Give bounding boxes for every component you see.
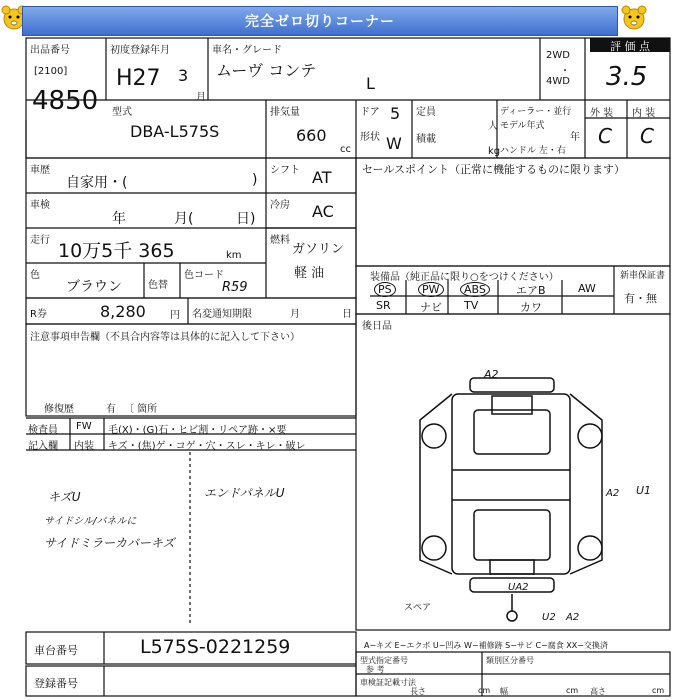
doors-label: ドア <box>360 107 380 118</box>
equip-abs: ABS <box>460 282 490 297</box>
color-code: R59 <box>222 280 248 295</box>
inspector-label: 検査員 <box>28 425 58 436</box>
interior-grade: C <box>640 124 654 148</box>
lot-number: 4850 <box>32 86 99 116</box>
inspection-label: 車検 <box>30 200 50 211</box>
shape-label: 形状 <box>360 132 380 143</box>
equip-tv: TV <box>464 299 479 312</box>
chassis-label: 車台番号 <box>34 644 78 657</box>
capacity-unit: 人 <box>488 121 498 132</box>
mileage: 10万5千 365 <box>58 240 175 262</box>
equipment-label: 装備品（純正品に限り○をつけください） <box>370 272 559 283</box>
recycle-label: R券 <box>30 309 47 320</box>
type-label: 型式指定番号 <box>360 656 408 665</box>
equip-ps: PS <box>374 282 396 297</box>
fw-items: 毛(X)・(G)石・ヒビ割・リペア跡・×要 <box>108 425 287 436</box>
height-unit: cm <box>652 686 665 695</box>
color-label: 色 <box>30 270 40 281</box>
score-label: 評 価 点 <box>590 38 670 52</box>
banner-title: 完全ゼロ切りコーナー <box>22 6 618 36</box>
reg-label: 初度登録年月 <box>110 45 170 56</box>
height-label: 高さ <box>590 687 606 696</box>
fuel-diesel: 軽 油 <box>294 266 325 281</box>
recycle-unit: 円 <box>170 310 180 321</box>
reg-year: H27 <box>116 66 161 91</box>
model: DBA-L575S <box>130 122 220 141</box>
model-year-label: モデル年式 <box>500 121 545 131</box>
color-change-label: 色替 <box>148 280 168 291</box>
length-label: 長さ <box>410 687 426 696</box>
entry-label: 記入欄 <box>28 441 58 452</box>
transfer-day: 日 <box>342 309 352 320</box>
equip-sr: SR <box>376 299 391 312</box>
equip-navi: ナビ <box>420 301 442 314</box>
fuel-gas: ガソリン <box>292 242 345 257</box>
inspection-day: 日) <box>236 211 256 227</box>
remark-3: サイドミラーカバーキズ <box>44 536 175 550</box>
mark-a2-bottom: A2 <box>566 612 580 623</box>
history-label: 車歴 <box>30 165 50 176</box>
car-name: ムーヴ コンテ <box>216 61 317 80</box>
cc-unit: cc <box>340 144 351 155</box>
fw-label: FW <box>76 421 92 432</box>
handle-label: ハンドル 左・右 <box>500 146 566 156</box>
repair-label: 修復歴 <box>44 404 74 415</box>
ac: AC <box>312 202 334 221</box>
exterior-grade: C <box>598 124 612 148</box>
remark-4: エンドパネルU <box>204 486 285 500</box>
registration-label: 登録番号 <box>34 677 78 690</box>
category-label: 類別区分番号 <box>486 656 534 665</box>
displacement-label: 排気量 <box>270 107 300 118</box>
doors: 5 <box>390 104 401 123</box>
spare-label: スペア <box>404 603 432 613</box>
lot-sub: [2100] <box>34 66 68 77</box>
capacity-label: 定員 <box>416 107 436 118</box>
inspection-year: 年 <box>112 211 126 227</box>
load-label: 積載 <box>416 134 436 145</box>
score: 3.5 <box>606 62 648 92</box>
shift: AT <box>312 168 332 187</box>
mark-u2: U2 <box>542 612 556 623</box>
mark-a2-right: A2 <box>606 488 620 499</box>
reg-month: 3 <box>178 66 189 85</box>
warranty-label: 新車保証書 <box>620 271 666 281</box>
length-unit: cm <box>478 686 491 695</box>
remark-2: サイドシル/パネルに <box>44 516 137 527</box>
equip-leather: カワ <box>520 301 542 314</box>
interior-check-label: 内装 <box>74 441 94 452</box>
sales-label: セールスポイント（正常に機能するものに限ります） <box>362 163 626 176</box>
transfer-month: 月 <box>290 309 300 320</box>
mark-u1: U1 <box>636 484 652 497</box>
color-code-label: 色コード <box>184 270 224 281</box>
type-ref: 参 考 <box>366 665 385 674</box>
mileage-label: 走行 <box>30 235 50 246</box>
grade: L <box>366 74 375 93</box>
drive-dot: ・ <box>560 66 570 77</box>
mark-a2-top: A2 <box>484 368 499 381</box>
chassis-number: L575S-0221259 <box>140 636 291 658</box>
load-unit: kg <box>488 146 501 157</box>
equip-airbag: エアB <box>516 284 546 297</box>
history: 自家用・( <box>66 175 128 191</box>
exterior-label: 外 装 <box>590 108 614 119</box>
mark-ua2: UA2 <box>508 582 529 593</box>
damage-legend: A−キズ E−エクボ U−凹み W−補修跡 S−サビ C−腐食 XX−交換済 <box>364 641 608 650</box>
fuel-label: 燃料 <box>270 235 290 246</box>
notes-label: 注意事項申告欄（不具合内容等は具体的に記入して下さい） <box>30 332 300 343</box>
color: ブラウン <box>66 279 122 295</box>
repair-count: 〔 箇所 <box>124 404 158 415</box>
cert-label: 車検証記載寸法 <box>360 678 416 687</box>
interior-label: 内 装 <box>632 108 656 119</box>
dealer-label: ディーラー・並行 <box>500 107 572 117</box>
width-unit: cm <box>566 686 579 695</box>
km-unit: km <box>226 250 242 261</box>
equip-pw: PW <box>418 282 444 297</box>
year-unit: 年 <box>570 132 580 143</box>
reg-month-unit: 月 <box>196 92 206 103</box>
car-label: 車名・グレード <box>212 45 282 56</box>
history-close: ) <box>252 172 258 188</box>
remark-1: キズU <box>48 490 81 504</box>
drive-4wd: 4WD <box>546 76 570 87</box>
model-label: 型式 <box>112 107 132 118</box>
lot-label: 出品番号 <box>30 45 70 56</box>
ac-label: 冷房 <box>270 200 290 211</box>
repair-value: 有 <box>106 404 116 415</box>
post-label: 後日品 <box>362 321 392 332</box>
transfer-label: 名変通知期限 <box>192 309 252 320</box>
interior-items: キズ・(焦)ゲ・コゲ・穴・スレ・キレ・破レ <box>108 441 306 452</box>
inspection-month: 月( <box>174 211 194 227</box>
drive-2wd: 2WD <box>546 50 570 61</box>
recycle-amount: 8,280 <box>100 302 146 321</box>
shape: W <box>386 134 402 153</box>
shift-label: シフト <box>270 165 300 176</box>
warranty-value: 有・無 <box>624 292 657 305</box>
displacement: 660 <box>296 126 327 145</box>
equip-aw: AW <box>578 282 596 295</box>
width-label: 幅 <box>500 687 508 696</box>
